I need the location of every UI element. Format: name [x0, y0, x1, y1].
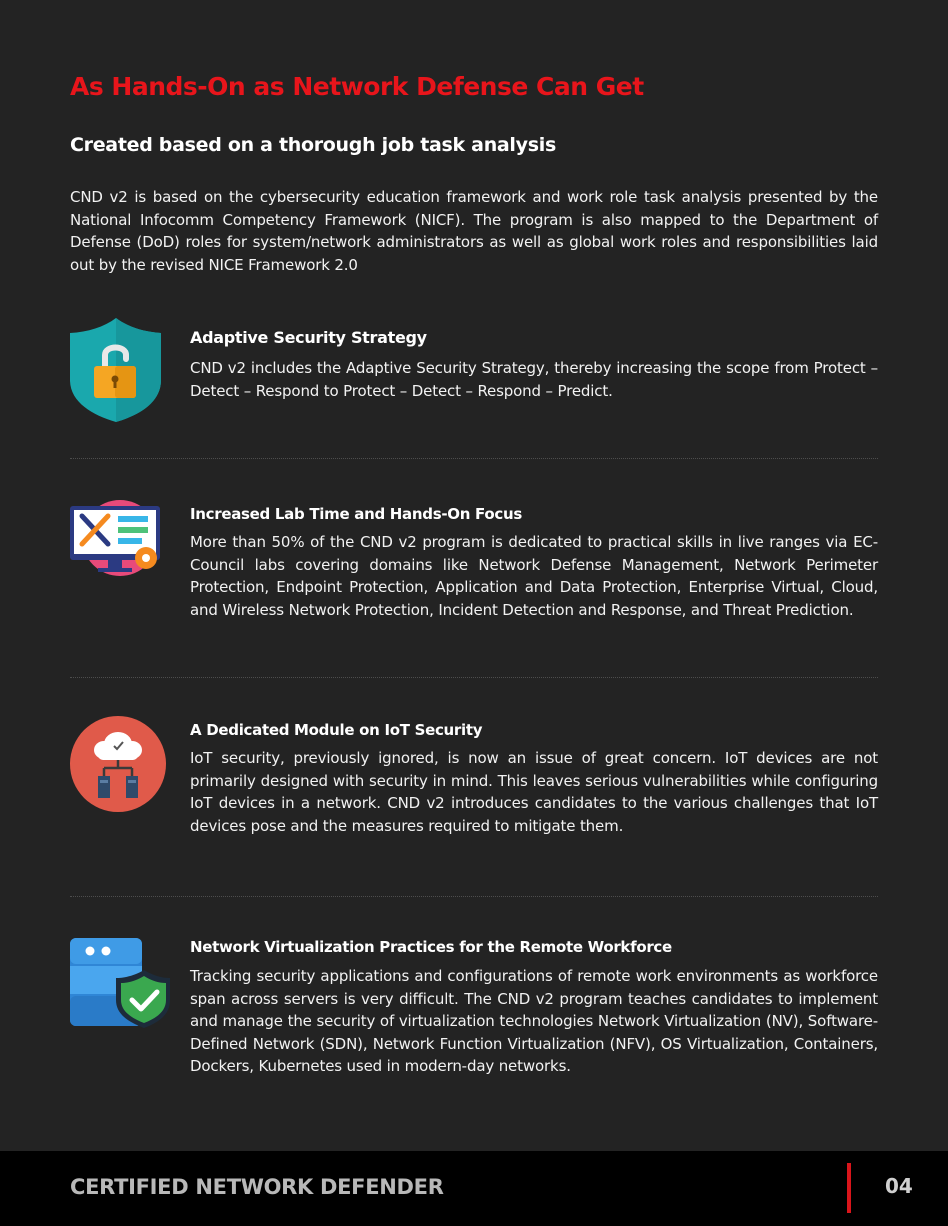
- page-subtitle: Created based on a thorough job task analysis: [70, 134, 556, 156]
- monitor-tools-icon: [70, 500, 166, 604]
- section-adaptive-security: [70, 318, 878, 428]
- shield-unlock-icon: [70, 318, 166, 422]
- page-number: 04: [885, 1174, 913, 1198]
- section-iot-security: [70, 716, 878, 866]
- section-lab-time: [70, 500, 878, 650]
- footer-divider-bar: [847, 1163, 851, 1213]
- divider: [70, 458, 878, 459]
- intro-paragraph: CND v2 is based on the cybersecurity education framework and work role task analysis presented by the National Infocomm Competency Framework (NICF). The program is also mapped to the Department of Defense (DoD) roles for system/network administrators as well as global work roles and responsibilities laid out by the revised NICE Framework 2.0: [70, 188, 878, 274]
- section-body: IoT security, previously ignored, is now an issue of great concern. IoT devices are not primarily designed with security in mind. This leaves serious vulnerabilities while configuring IoT devices in a network. CND v2 introduces candidates to the various challenges that IoT devices pose and the measures required to mitigate them.: [190, 749, 878, 835]
- footer-title: CERTIFIED NETWORK DEFENDER: [70, 1175, 444, 1199]
- section-heading: A Dedicated Module on IoT Security: [190, 721, 483, 739]
- divider: [70, 896, 878, 897]
- server-shield-check-icon: [70, 934, 166, 1038]
- section-body: CND v2 includes the Adaptive Security Strategy, thereby increasing the scope from Protect – Detect – Respond to Protect – Detect – Respond – Predict.: [190, 359, 878, 400]
- section-body: Tracking security applications and configurations of remote work environments as workforce span across servers is very difficult. The CND v2 program teaches candidates to implement and manage the security of virtualization technologies Network Virtualization (NV), Software-Defined Network (SDN), Network Function Virtualization (NFV), OS Virtualization, Containers, Dockers, Kubernetes used in modern-day networks.: [190, 967, 878, 1075]
- page-title: As Hands-On as Network Defense Can Get: [70, 72, 644, 101]
- section-heading: Network Virtualization Practices for the Remote Workforce: [190, 938, 672, 956]
- section-heading: Adaptive Security Strategy: [190, 328, 427, 347]
- section-body: More than 50% of the CND v2 program is dedicated to practical skills in live ranges via EC-Council labs covering domains like Network Defense Management, Network Perimeter Protection, Endpoint Protection, Application and Data Protection, Enterprise Virtual, Cloud, and Wireless Network Protection, Incident Detection and Response, and Threat Prediction.: [190, 533, 878, 619]
- section-network-virtualization: [70, 934, 878, 1104]
- section-heading: Increased Lab Time and Hands-On Focus: [190, 505, 522, 523]
- page-footer: [0, 1151, 948, 1226]
- divider: [70, 677, 878, 678]
- cloud-network-icon: [70, 716, 166, 820]
